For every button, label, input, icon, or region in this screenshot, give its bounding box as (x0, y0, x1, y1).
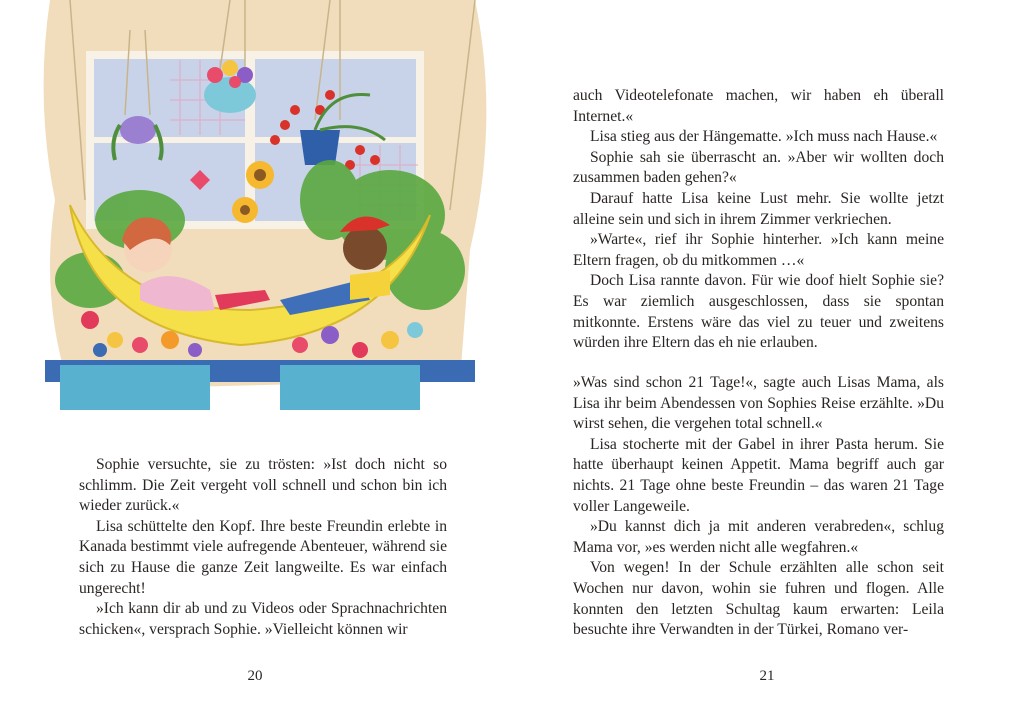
paragraph: Sophie versuchte, sie zu trösten: »Ist doch nicht so schlimm. Die Zeit vergeht voll schnell und schon bin ich wieder zurück.« (79, 456, 447, 515)
left-page-text (79, 455, 447, 640)
hanging-flower-pot (204, 60, 256, 113)
planter-right (280, 365, 420, 410)
paragraph: »Warte«, rief ihr Sophie hinterher. »Ich kann meine Eltern fragen, ob du mitkommen …« (573, 231, 944, 269)
right-page (510, 0, 1020, 721)
paragraph: Doch Lisa rannte davon. Für wie doof hielt Sophie sie? Es war ziemlich ausgeschlossen, dass sie spontan mitkonnte. Erstens wäre das viel zu teuer und zweitens würden ihre Eltern das eh nie erlauben. (573, 272, 944, 352)
paragraph: Lisa stocherte mit der Gabel in ihrer Pasta herum. Sie hatte überhaupt keinen Appetit. Mama begriff auch gar nichts. 21 Tage ohne beste Freundin – das waren 21 Tage voller Langeweile. (573, 435, 944, 515)
paragraph: »Du kannst dich ja mit anderen verabreden«, schlug Mama vor, »es werden nicht alle wegfahren.« (573, 518, 944, 556)
paragraph: auch Videotelefonate machen, wir haben eh überall Internet.« (573, 87, 944, 125)
right-page-text-block-2 (573, 373, 944, 641)
paragraph: Darauf hatte Lisa keine Lust mehr. Sie wollte jetzt alleine sein und sich in ihrem Zimmer verkriechen. (573, 189, 944, 228)
paragraph: Sophie sah sie überrascht an. »Aber wir wollten doch zusammen baden gehen?« (573, 148, 944, 187)
paragraph: »Ich kann dir ab und zu Videos oder Sprachnachrichten schicken«, versprach Sophie. »Vielleicht können wir (79, 600, 447, 638)
planter-left (60, 365, 210, 410)
paragraph: Von wegen! In der Schule erzählten alle schon seit Wochen nur davon, wohin sie fuhren und flogen. Alle konnten den letzten Schultag kaum erwarten: Leila besuchte ihre Verwandten in der Türkei, Romano ver- (573, 559, 944, 639)
hammock-illustration (30, 0, 490, 430)
right-page-text-block-1 (573, 86, 944, 354)
page-number-right: 21 (759, 668, 775, 684)
page-number-left: 20 (247, 668, 263, 684)
paragraph: Lisa stieg aus der Hängematte. »Ich muss nach Hause.« (590, 128, 938, 146)
paragraph: Lisa schüttelte den Kopf. Ihre beste Freundin erlebte in Kanada bestimmt viele aufregende Abenteuer, während sie sich zu Hause die ganze Zeit langweilte. Es war einfach ungerecht! (79, 517, 447, 597)
paragraph: »Was sind schon 21 Tage!«, sagte auch Lisas Mama, als Lisa ihr beim Abendessen von Sophies Reise erzählte. »Du wirst sehen, die vergehen total schnell.« (573, 374, 944, 433)
